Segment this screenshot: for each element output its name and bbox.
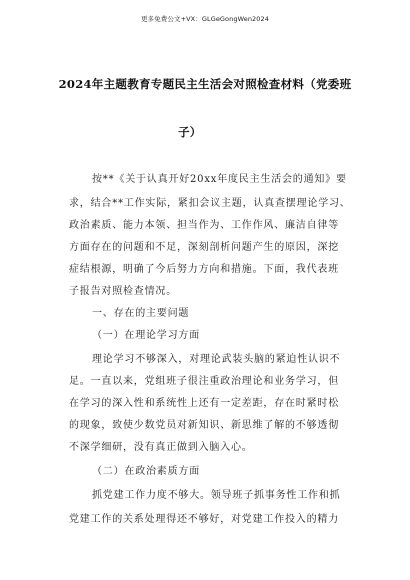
- paragraph-line: 党建工作的关系处理得还不够好，对党建工作投入的精力: [69, 514, 339, 525]
- paragraph-line: 子报告对照检查情况。: [69, 286, 177, 297]
- paragraph-line: 足。一直以来，党组班子很注重政治理论和业务学习，但: [69, 376, 339, 387]
- paragraph-line: 症结根源，明确了今后努力方向和措施。下面，我代表班: [69, 264, 339, 275]
- paragraph-line: 方面存在的问题和不足，深刻剖析问题产生的原因，深挖: [69, 242, 339, 253]
- subsection-heading: （二）在政治素质方面: [92, 466, 200, 477]
- section-heading: 一、存在的主要问题: [92, 308, 190, 319]
- header-note: 更多免费公文+VX：GLGeGongWen2024: [140, 15, 269, 23]
- subsection-heading: （一）在理论学习方面: [92, 330, 200, 341]
- paragraph-line: 求，结合**工作实际，紧扣会议主题，认真查摆理论学习、: [69, 198, 351, 209]
- paragraph-line: 在学习的深入性和系统性上还有一定差距，存在时紧时松: [69, 398, 339, 409]
- paragraph-line: 的现象，致使少数党员对新知识、新思维了解的不够透彻: [69, 420, 339, 431]
- document-title-line-1: 2024年主题教育专题民主生活会对照检查材料（党委班: [58, 77, 352, 91]
- paragraph-line: 政治素质、能力本领、担当作为、工作作风、廉洁自律等: [69, 220, 339, 231]
- paragraph-line: 不深学细研，没有真正做到入脑入心。: [69, 442, 253, 453]
- paragraph-line: 抓党建工作力度不够大。领导班子抓事务性工作和抓: [92, 490, 341, 501]
- document-title-line-2: 子）: [178, 125, 202, 139]
- paragraph-line: 按**《关于认真开好20xx年度民主生活会的通知》要: [92, 174, 347, 185]
- paragraph-line: 理论学习不够深入，对理论武装头脑的紧迫性认识不: [92, 354, 341, 365]
